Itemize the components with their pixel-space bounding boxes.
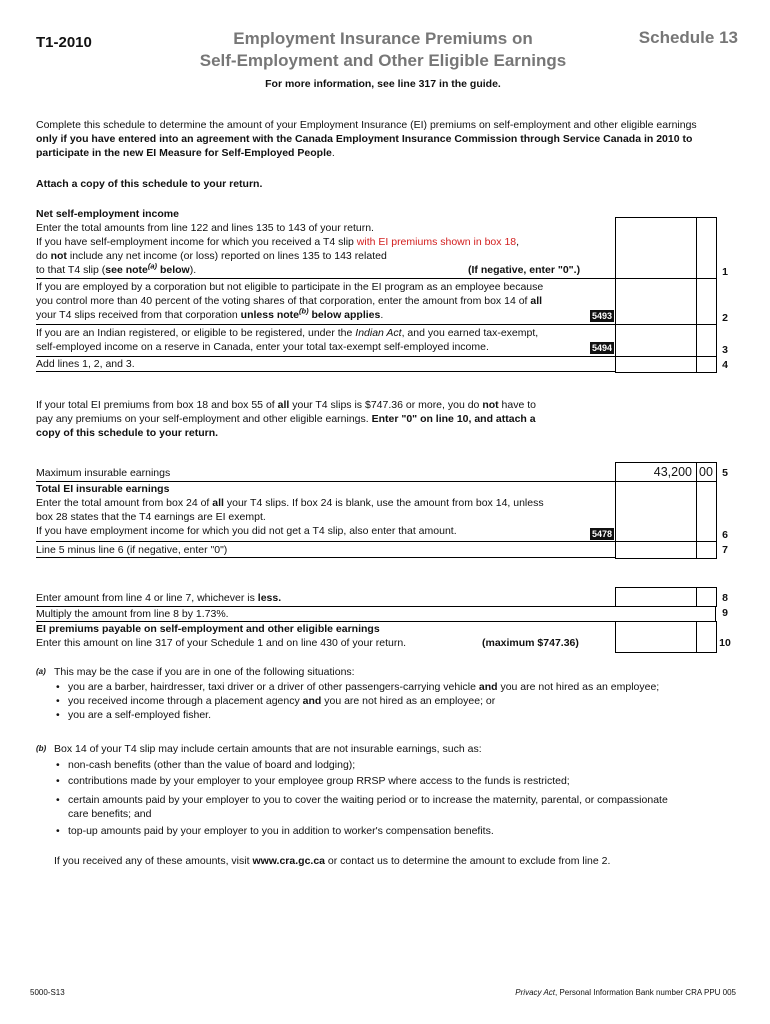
bullet: • [56, 825, 60, 837]
row-divider [36, 541, 616, 542]
form-sheet [22, 22, 744, 1008]
line-number-4: 4 [722, 359, 728, 371]
insurable-earnings-heading: Total EI insurable earnings [36, 483, 170, 495]
line-number-1: 1 [722, 266, 728, 278]
bullet: • [56, 775, 60, 787]
cents-divider [696, 621, 697, 652]
bullet: • [56, 681, 60, 693]
line9-rate-field [615, 606, 715, 622]
note-b-item4: top-up amounts paid by your employer to you in addition to worker's compensation benefits. [68, 825, 494, 837]
warning-line1: If your total EI premiums from box 18 and box 55 of all your T4 slips is $747.36 or more, you do not have to [36, 399, 537, 411]
note-a-item2: you received income through a placement agency and you are not hired as an employee; or [68, 695, 496, 707]
line3-amount-field[interactable] [615, 324, 717, 357]
row-divider [36, 557, 616, 558]
line5-text: Maximum insurable earnings [36, 467, 171, 479]
note-b-label: (b) [36, 744, 47, 753]
line4-text: Add lines 1, 2, and 3. [36, 358, 135, 370]
field-code-5494: 5494 [592, 343, 613, 353]
line1-amount-field[interactable] [615, 217, 717, 280]
line-number-9: 9 [722, 607, 728, 619]
row-divider [36, 371, 616, 372]
contact-line: If you received any of these amounts, visit www.cra.gc.ca or contact us to determine the amount to exclude from line 2. [54, 855, 611, 867]
line3-text-a: If you are an Indian registered, or eligible to be registered, under the Indian Act, and you earned tax-exempt, [36, 327, 539, 339]
cents-divider [696, 587, 697, 606]
line3-text-b: self-employed income on a reserve in Canada, enter your total tax-exempt self-employed income. [36, 341, 489, 353]
line10-amount-field[interactable] [615, 621, 717, 653]
line2-text-c: your T4 slips received from that corporation unless note$^{(b)}$ below applies. [36, 306, 384, 321]
note-b-item1: non-cash benefits (other than the value of board and lodging); [68, 759, 356, 771]
note-b-item3-cont: care benefits; and [68, 808, 152, 820]
line6-text-c: If you have employment income for which you did not get a T4 slip, also enter that amount. [36, 525, 457, 537]
attach-instruction: Attach a copy of this schedule to your return. [36, 178, 263, 190]
line8-text: Enter amount from line 4 or line 7, whichever is less. [36, 592, 282, 604]
warning-line2: pay any premiums on your self-employment and other eligible earnings. Enter "0" on line 10, and attach a [36, 413, 536, 425]
line1-negative-note: (If negative, enter "0".) [468, 264, 581, 276]
warning-line3: copy of this schedule to your return. [36, 427, 219, 439]
field-code-5493: 5493 [592, 311, 613, 321]
line1-text-c: do not include any net income (or loss) reported on lines 135 to 143 related [36, 250, 387, 262]
bullet: • [56, 759, 60, 771]
line2-amount-field[interactable] [615, 278, 717, 325]
line10-text: Enter this amount on line 317 of your Schedule 1 and on line 430 of your return. [36, 637, 407, 649]
line-number-3: 3 [722, 344, 728, 356]
note-b-item2: contributions made by your employer to your employee group RRSP where access to the funds is restricted; [68, 775, 570, 787]
line1-text-a: Enter the total amounts from line 122 and lines 135 to 143 of your return. [36, 222, 374, 234]
form-code: T1-2010 [36, 34, 92, 51]
cents-divider [696, 217, 697, 372]
bullet: • [56, 709, 60, 721]
note-a-label: (a) [36, 667, 46, 676]
cra-website-link[interactable]: www.cra.gc.ca [252, 855, 325, 867]
line6-text-a: Enter the total amount from box 24 of all your T4 slips. If box 24 is blank, use the amount from box 14, unless [36, 497, 544, 509]
field-code-5478: 5478 [592, 529, 613, 539]
line6-text-b: box 28 states that the T4 earnings are EI exempt. [36, 511, 266, 523]
form-number-footer: 5000-S13 [30, 988, 65, 997]
note-a-intro: This may be the case if you are in one of the following situations: [54, 666, 355, 678]
line10-maximum: (maximum $747.36) [482, 637, 579, 649]
row-divider [36, 278, 616, 279]
line4-amount-field[interactable] [615, 356, 717, 373]
line-number-2: 2 [722, 312, 728, 324]
line6-amount-field[interactable] [615, 481, 717, 542]
line-number-6: 6 [722, 529, 728, 541]
line7-amount-field[interactable] [615, 541, 717, 559]
line1-text-b: If you have self-employment income for which you received a T4 slip with EI premiums shown in box 18, [36, 236, 520, 248]
line2-text-b: you control more than 40 percent of the voting shares of that corporation, enter the amount from box 14 of all [36, 295, 543, 307]
line9-text: Multiply the amount from line 8 by 1.73%. [36, 608, 229, 620]
line2-text-a: If you are employed by a corporation but not eligible to participate in the EI program as an employee because [36, 281, 544, 293]
bullet: • [56, 794, 60, 806]
schedule-number: Schedule 13 [638, 28, 738, 47]
line1-text-d: to that T4 slip (see note$^{(a)}$ below). [36, 261, 197, 276]
note-b-intro: Box 14 of your T4 slip may include certain amounts that are not insurable earnings, such as: [54, 743, 482, 755]
line-number-10: 10 [719, 637, 731, 649]
more-info-text: For more information, see line 317 in the guide. [265, 78, 501, 90]
max-insurable-earnings-value: 43,200 [653, 465, 692, 479]
intro-paragraph: Complete this schedule to determine the amount of your Employment Insurance (EI) premiums on self-employment and other eligible earnings only if you have entered into an agreement with the Canada Employment Insurance Commission through Service Canada in 2010 to participate in the new EI Measure for Self-Employed People. [36, 119, 697, 159]
line8-amount-field[interactable] [615, 587, 717, 607]
bullet: • [56, 695, 60, 707]
net-self-employment-heading: Net self-employment income [36, 208, 179, 220]
form-title-line2: Self-Employment and Other Eligible Earnings [199, 51, 567, 70]
ei-premiums-heading: EI premiums payable on self-employment and other eligible earnings [36, 623, 380, 635]
line-number-5: 5 [722, 467, 728, 479]
form-title-line1: Employment Insurance Premiums on [233, 29, 533, 48]
privacy-footer: Privacy Act, Personal Information Bank number CRA PPU 005 [515, 988, 736, 997]
cents-divider [696, 462, 697, 558]
note-b-item3: certain amounts paid by your employer to you to cover the waiting period or to increase the maternity, parental, or compassionate [68, 794, 668, 806]
line7-text: Line 5 minus line 6 (if negative, enter "0") [36, 544, 228, 556]
row-divider [36, 324, 616, 325]
line-number-7: 7 [722, 544, 728, 556]
note-a-item3: you are a self-employed fisher. [68, 709, 211, 721]
note-a-item1: you are a barber, hairdresser, taxi driver or a driver of other passengers-carrying vehicle and you are not hired as an employee; [68, 681, 660, 693]
max-insurable-earnings-cents: 00 [699, 465, 713, 479]
line-number-8: 8 [722, 592, 728, 604]
